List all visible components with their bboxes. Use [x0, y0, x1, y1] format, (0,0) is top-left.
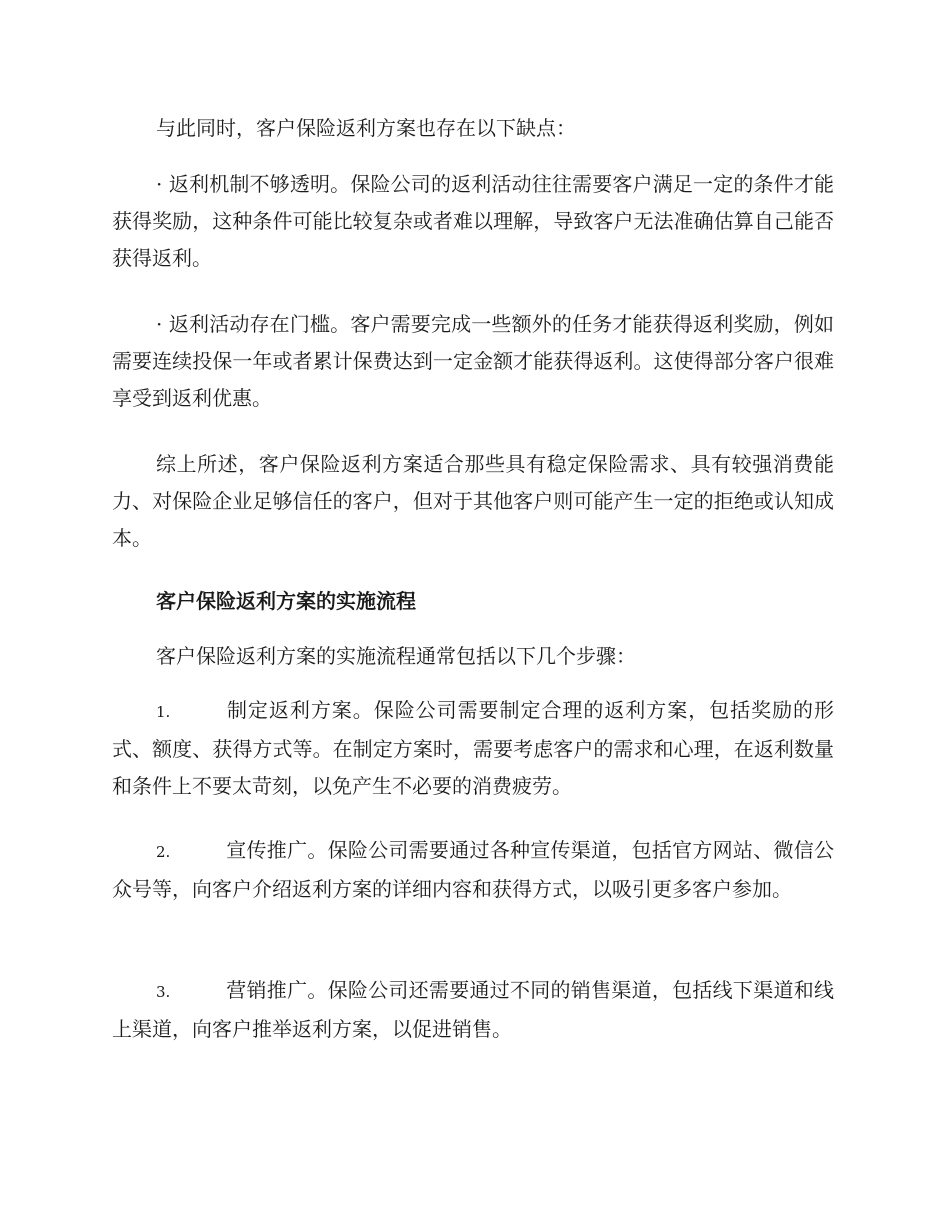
list-item-number: 3.: [156, 983, 171, 1001]
paragraph-summary: 综上所述，客户保险返利方案适合那些具有稳定保险需求、具有较强消费能力、对保险企业足够信任的客户，但对于其他客户则可能产生一定的拒绝或认知成本。: [112, 452, 834, 550]
paragraph-bullet-transparency: · 返利机制不够透明。保险公司的返利活动往往需要客户满足一定的条件才能获得奖励，这种条件可能比较复杂或者难以理解，导致客户无法准确估算自己能否获得返利。: [112, 172, 834, 270]
list-item-step-1: [112, 692, 834, 805]
section-heading: 客户保险返利方案的实施流程: [156, 589, 416, 613]
list-item-text: 制定返利方案。保险公司需要制定合理的返利方案，包括奖励的形式、额度、获得方式等。在制定方案时，需要考虑客户的需求和心理，在返利数量和条件上不要太苛刻，以免产生不必要的消费疲劳。: [112, 698, 834, 798]
list-item-text: 宣传推广。保险公司需要通过各种宣传渠道，包括官方网站、微信公众号等，向客户介绍返利方案的详细内容和获得方式，以吸引更多客户参加。: [112, 838, 834, 901]
paragraph-intro-drawbacks: 与此同时，客户保险返利方案也存在以下缺点：: [156, 116, 576, 140]
list-item-step-2: [112, 832, 834, 908]
paragraph-bullet-threshold: · 返利活动存在门槛。客户需要完成一些额外的任务才能获得返利奖励，例如需要连续投保一年或者累计保费达到一定金额才能获得返利。这使得部分客户很难享受到返利优惠。: [112, 312, 834, 410]
list-item-number: 1.: [156, 703, 171, 721]
list-item-number: 2.: [156, 843, 171, 861]
list-item-step-3: [112, 972, 834, 1048]
list-item-text: 营销推广。保险公司还需要通过不同的销售渠道，包括线下渠道和线上渠道，向客户推举返利方案，以促进销售。: [112, 978, 834, 1041]
paragraph-steps-intro: 客户保险返利方案的实施流程通常包括以下几个步骤：: [156, 644, 636, 668]
